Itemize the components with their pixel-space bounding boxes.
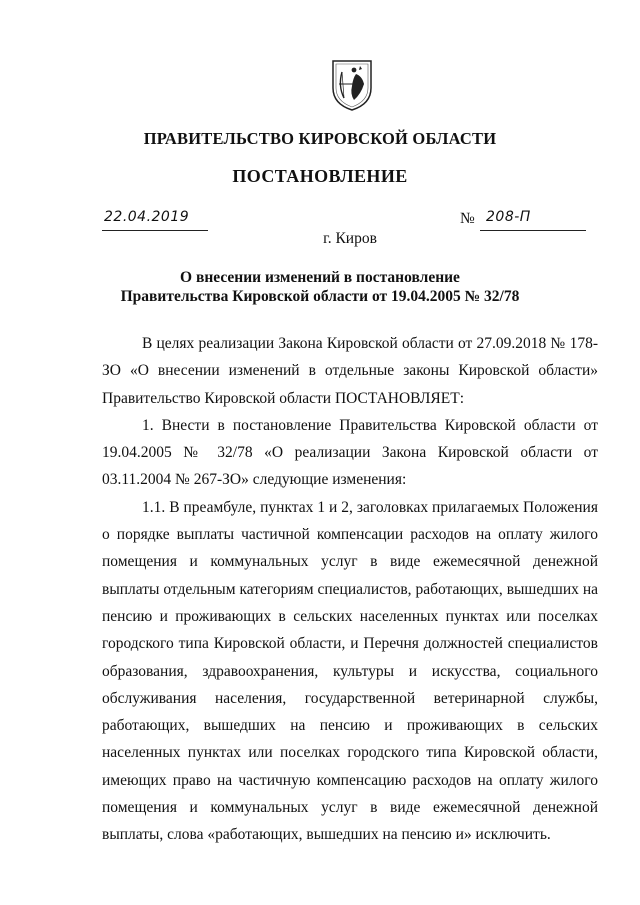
document-date: 22.04.2019 [104, 209, 190, 225]
paragraph-preamble: В целях реализации Закона Кировской области от 27.09.2018 № 178-ЗО «О внесении изменений в отдельные законы Кировской области» Правительство Кировской области ПОСТАНОВЛЯЕТ: [102, 335, 598, 407]
paragraph-item-1-1: 1.1. В преамбуле, пунктах 1 и 2, заголовках прилагаемых Положения о порядке выплаты частичной компенсации расходов на оплату жилого помещения и коммунальных услуг в виде ежемесячной денежной выплаты отдельным категориям специалистов, работающих, вышедших на пенсию и проживающих в сельских населенных пунктах или поселках городского типа Кировской области, и Перечня должностей специалистов образования, здравоохранения, культуры и искусства, социального обслуживания населения, государственной ветеринарной службы, работающих, вышедших на пенсию и проживающих в сельских населенных пунктах или поселках городского типа Кировской области, имеющих право на частичную компенсацию расходов на оплату жилого помещения и коммунальных услуг в виде ежемесячной денежной выплаты, слова «работающих, вышедших на пенсию и» исключить. [102, 498, 598, 844]
paragraph-item-1: 1. Внести в постановление Правительства Кировской области от 19.04.2005 № 32/78 «О реализации Закона Кировской области от 03.11.2004 № 267-ЗО» следующие изменения: [102, 416, 598, 489]
number-label: № [460, 210, 475, 227]
document-number: 208-П [486, 209, 531, 225]
organization-title: ПРАВИТЕЛЬСТВО КИРОВСКОЙ ОБЛАСТИ [143, 129, 497, 148]
document-type: ПОСТАНОВЛЕНИЕ [232, 166, 408, 186]
subject-line-1: О внесении изменений в постановление [180, 269, 460, 286]
document-body [102, 330, 598, 849]
city: г. Киров [323, 230, 377, 247]
emblem [330, 58, 374, 112]
kirov-coat-of-arms-icon [330, 58, 374, 112]
subject-line-2: Правительства Кировской области от 19.04.2005 № 32/78 [120, 288, 520, 305]
document-subject [0, 268, 640, 306]
